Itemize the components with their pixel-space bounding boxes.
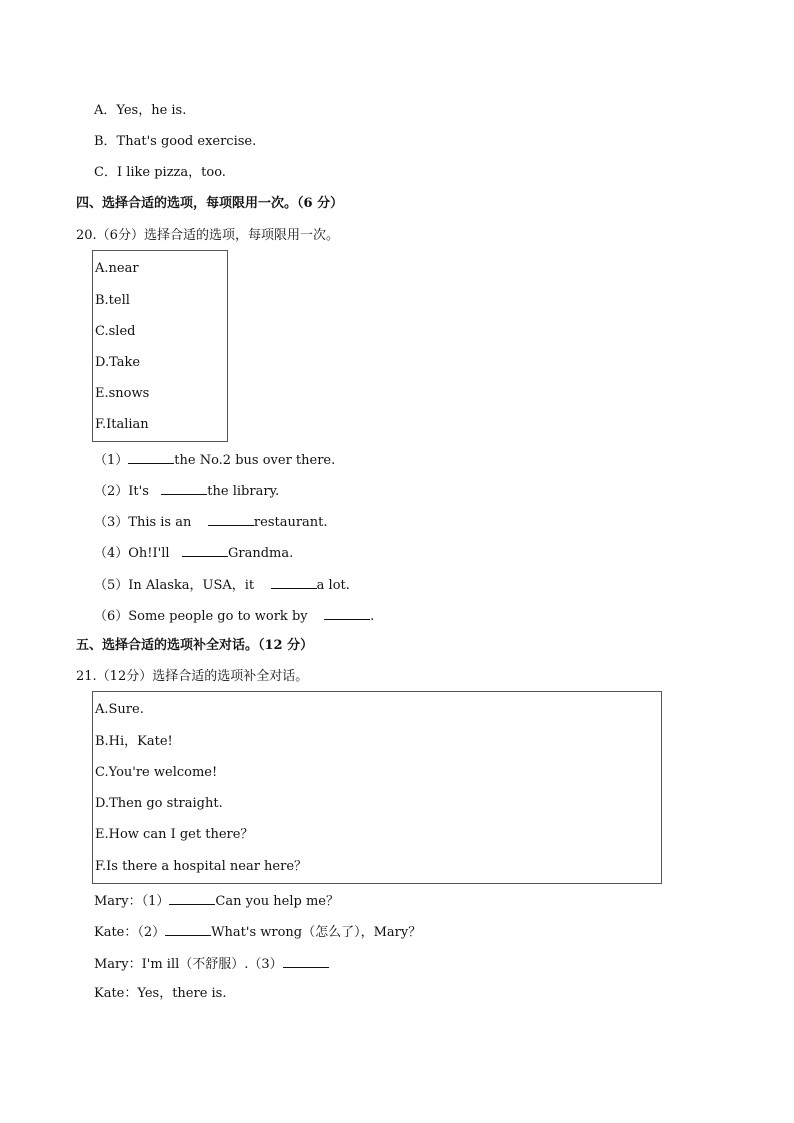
dialog-option-c: C.You're welcome! [95,765,218,780]
fill-item-6-prefix: （6）Some people go to work by [94,609,308,624]
fill-item-2-suffix: the library. [207,484,280,499]
dialog-line-2-prefix: Kate：（2） [94,925,166,940]
word-option-a: A.near [95,261,139,276]
option-b: B．That's good exercise. [94,134,257,149]
dialog-line-3 [94,955,329,973]
dialog-line-4-text: Kate：Yes，there is. [94,986,227,1001]
question-20-title: 20.（6分）选择合适的选项，每项限用一次。 [76,228,339,243]
question-21-title: 21.（12分）选择合适的选项补全对话。 [76,669,309,684]
fill-item-5-prefix: （5）In Alaska，USA，it [94,578,255,593]
word-option-d: D.Take [95,355,141,370]
answer-blank[interactable] [128,451,174,464]
dialog-option-b: B.Hi，Kate! [95,734,173,749]
dialog-line-1-prefix: Mary：（1） [94,894,170,909]
word-option-f: F.Italian [95,417,149,432]
fill-item-5 [94,576,350,594]
word-option-e: E.snows [95,386,150,401]
dialog-option-a: A.Sure. [95,702,144,717]
word-option-b: B.tell [95,293,130,308]
dialog-line-2-suffix: What's wrong（怎么了），Mary？ [211,925,422,940]
dialog-option-d: D.Then go straight. [95,796,223,811]
fill-item-6 [94,607,374,625]
question-21-options-box [92,691,662,884]
answer-blank[interactable] [182,544,228,557]
section-4-heading: 四、选择合适的选项，每项限用一次。（6 分） [76,196,344,211]
fill-item-4-suffix: Grandma. [227,546,294,561]
fill-item-2-prefix: （2）It's [94,484,149,499]
fill-item-4 [94,544,293,562]
fill-item-2 [94,482,279,500]
fill-item-5-suffix: a lot. [316,578,350,593]
dialog-line-1-suffix: Can you help me？ [215,894,339,909]
fill-item-4-prefix: （4）Oh!I'll [94,546,170,561]
answer-blank[interactable] [324,607,370,620]
fill-item-1 [94,451,335,469]
section-5-heading: 五、选择合适的选项补全对话。（12 分） [76,638,314,653]
dialog-line-2 [94,923,421,941]
dialog-option-f: F.Is there a hospital near here？ [95,859,308,874]
answer-blank[interactable] [169,892,215,905]
answer-blank[interactable] [165,923,211,936]
fill-item-3-suffix: restaurant. [253,515,328,530]
fill-item-3 [94,513,328,531]
answer-blank[interactable] [271,576,317,589]
question-20-options-box [92,250,228,442]
answer-blank[interactable] [283,955,329,968]
answer-blank[interactable] [161,482,207,495]
fill-item-1-suffix: the No.2 bus over there. [174,453,336,468]
word-option-c: C.sled [95,324,136,339]
answer-blank[interactable] [208,513,254,526]
option-a: A．Yes，he is. [94,103,187,118]
option-c: C．I like pizza，too. [94,165,226,180]
fill-item-1-prefix: （1） [94,453,129,468]
dialog-line-4 [94,986,227,1002]
dialog-line-1 [94,892,339,910]
dialog-option-e: E.How can I get there？ [95,827,254,842]
fill-item-3-prefix: （3）This is an [94,515,192,530]
fill-item-6-suffix: . [370,609,375,624]
dialog-line-3-prefix: Mary：I'm ill（不舒服）.（3） [94,957,283,972]
